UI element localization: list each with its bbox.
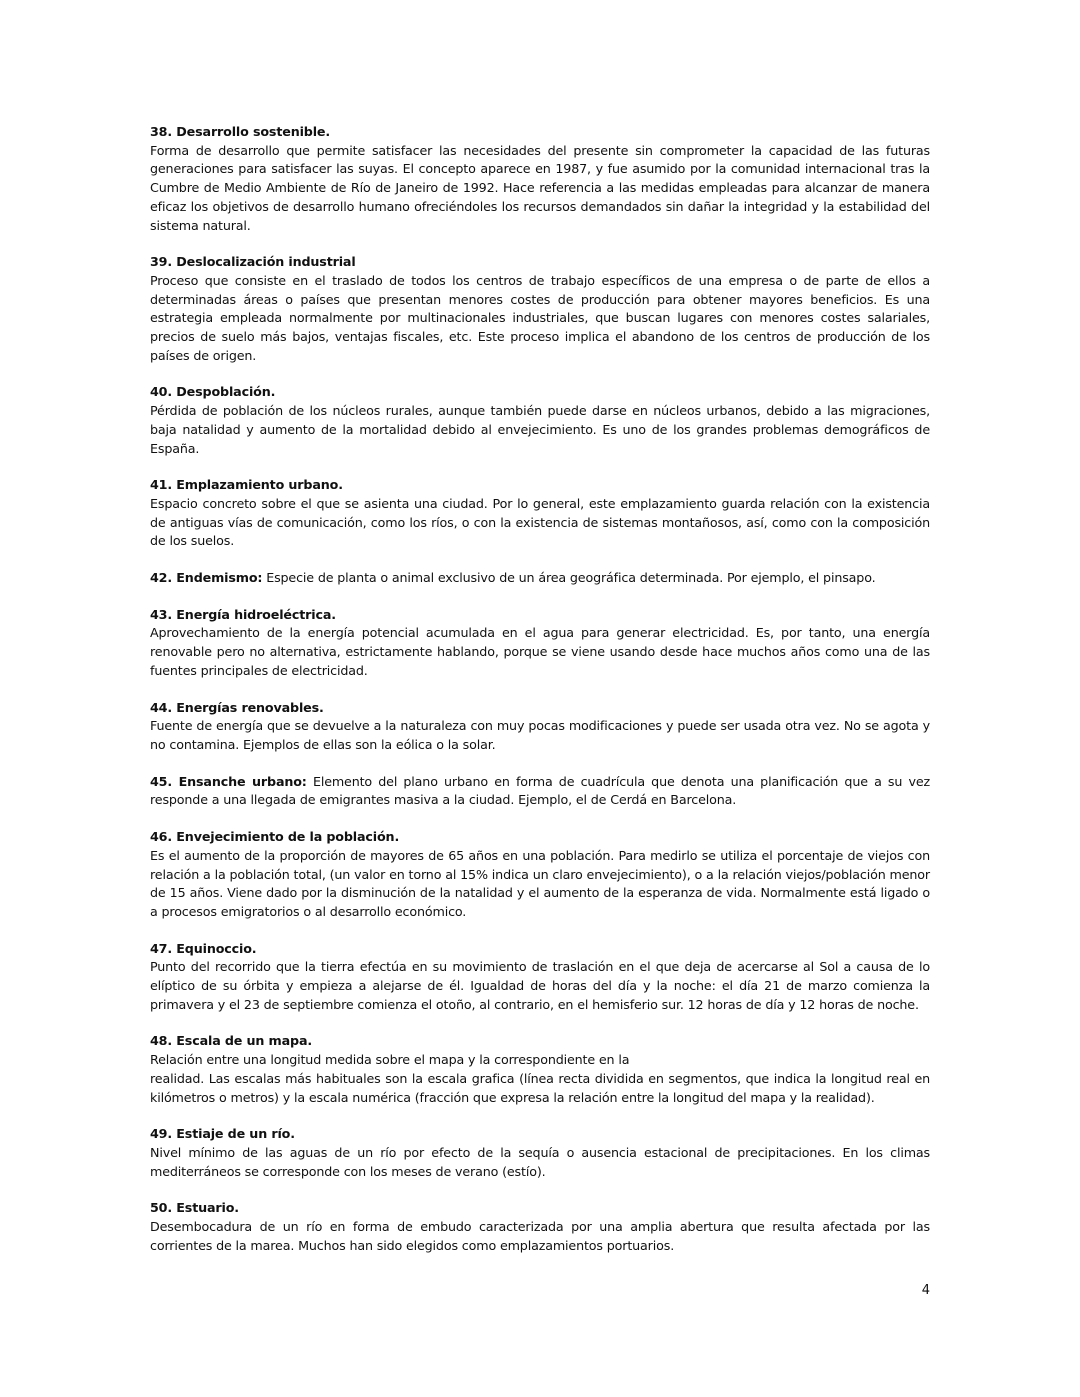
entry-title: 50. Estuario. [150,1200,239,1216]
glossary-entry-49 [150,1125,930,1181]
entry-body: Punto del recorrido que la tierra efectúa en su movimiento de traslación en el que deja de acercarse al Sol a causa de lo elíptico de su órbita y empieza a alejarse de él. Igualdad de horas del día y la noche: el día 21 de marzo comienza la primavera y el 23 de septiembre comienza el otoño, al contrario, en el hemisferio sur. 12 horas de día y 12 horas de noche. [150,959,930,1012]
entry-body: Aprovechamiento de la energía potencial acumulada en el agua para generar electricidad. Es, por tanto, una energía renovable pero no alternativa, estrictamente hablando, porque se viene usando desde hace muchos años como una de las fuentes principales de electricidad. [150,625,930,678]
entry-body-line-1: Relación entre una longitud medida sobre el mapa y la correspondiente en la [150,1052,630,1068]
glossary-entry-47 [150,940,930,1015]
glossary-entry-48 [150,1032,930,1107]
glossary-entry-50 [150,1199,930,1255]
glossary-entry-43 [150,606,930,681]
entry-body: Desembocadura de un río en forma de embudo caracterizada por una amplia abertura que resulta afectada por las corrientes de la marea. Muchos han sido elegidos como emplazamientos portuarios. [150,1219,930,1253]
entry-title: 49. Estiaje de un río. [150,1126,295,1142]
glossary-entry-46 [150,828,930,922]
page-number: 4 [921,1283,930,1298]
entry-title: 48. Escala de un mapa. [150,1033,313,1049]
entry-body: Es el aumento de la proporción de mayores de 65 años en una población. Para medirlo se utiliza el porcentaje de viejos con relación a la población total, (un valor en torno al 15% indica un claro envejecimiento), o a la relación viejos/población menor de 15 años. Viene dado por la disminución de la natalidad y el aumento de la esperanza de vida. Normalmente está ligado o a procesos emigratorios o al desarrollo económico. [150,847,930,919]
glossary-entry-39 [150,253,930,365]
document-page [150,123,930,1273]
glossary-entry-45 [150,773,930,810]
entry-title: 41. Emplazamiento urbano. [150,477,343,493]
entry-title: 45. Ensanche urbano: [150,773,307,789]
entry-title: 44. Energías renovables. [150,699,324,715]
entry-title: 46. Envejecimiento de la población. [150,829,400,845]
entry-body: Elemento del plano urbano en forma de cuadrícula que denota una planificación que a su vez responde a una llegada de emigrantes masiva a la ciudad. Ejemplo, el de Cerdá en Barcelona. [150,773,930,808]
glossary-entry-41 [150,476,930,551]
entry-body: Proceso que consiste en el traslado de todos los centros de trabajo específicos de una empresa o de parte de ellos a determinadas áreas o países que presentan menores costes de producción para obtener mayores beneficios. Es una estrategia empleada normalmente por multinacionales industriales, que buscan lugares con menores costes salariales, precios de suelo más bajos, ventajas fiscales, etc. Este proceso implica el abandono de los centros de producción de los países de origen. [150,272,930,363]
entry-title: 40. Despoblación. [150,384,276,400]
glossary-entry-42 [150,569,930,588]
glossary-entry-40 [150,383,930,458]
glossary-entry-38 [150,123,930,235]
entry-body: Fuente de energía que se devuelve a la naturaleza con muy pocas modificaciones y puede ser usada otra vez. No se agota y no contamina. Ejemplos de ellas son la eólica o la solar. [150,718,930,752]
glossary-entry-44 [150,699,930,755]
entry-body-line-2: realidad. Las escalas más habituales son la escala grafica (línea recta dividida en segmentos, que indica la longitud real en kilómetros o metros) y la escala numérica (fracción que expresa la relación entre la longitud del mapa y la realidad). [150,1070,930,1105]
entry-title: 42. Endemismo: [150,570,263,586]
entry-body: Nivel mínimo de las aguas de un río por efecto de la sequía o ausencia estacional de precipitaciones. En los climas mediterráneos se corresponde con los meses de verano (estío). [150,1144,930,1179]
entry-body: Especie de planta o animal exclusivo de un área geográfica determinada. Por ejemplo, el pinsapo. [266,570,876,586]
entry-body: Forma de desarrollo que permite satisfacer las necesidades del presente sin comprometer la capacidad de las futuras generaciones para satisfacer las suyas. El concepto aparece en 1987, y fue asumido por la comunidad internacional tras la Cumbre de Medio Ambiente de Río de Janeiro de 1992. Hace referencia a las medidas empleadas para alcanzar de manera eficaz los objetivos de desarrollo humano ofreciéndoles los recursos demandados sin dañar la integridad y la estabilidad del sistema natural. [150,142,930,233]
entry-title: 38. Desarrollo sostenible. [150,124,331,139]
entry-title: 47. Equinoccio. [150,940,257,956]
entry-title: 43. Energía hidroeléctrica. [150,606,336,622]
entry-body: Espacio concreto sobre el que se asienta una ciudad. Por lo general, este emplazamiento guarda relación con la existencia de antiguas vías de comunicación, como los ríos, o con la existencia de sistemas montañosos, así, como con la composición de los suelos. [150,495,930,549]
entry-body: Pérdida de población de los núcleos rurales, aunque también puede darse en núcleos urbanos, debido a las migraciones, baja natalidad y aumento de la mortalidad debido al envejecimiento. Es uno de los grandes problemas demográficos de España. [150,403,930,456]
entry-title: 39. Deslocalización industrial [150,254,356,270]
